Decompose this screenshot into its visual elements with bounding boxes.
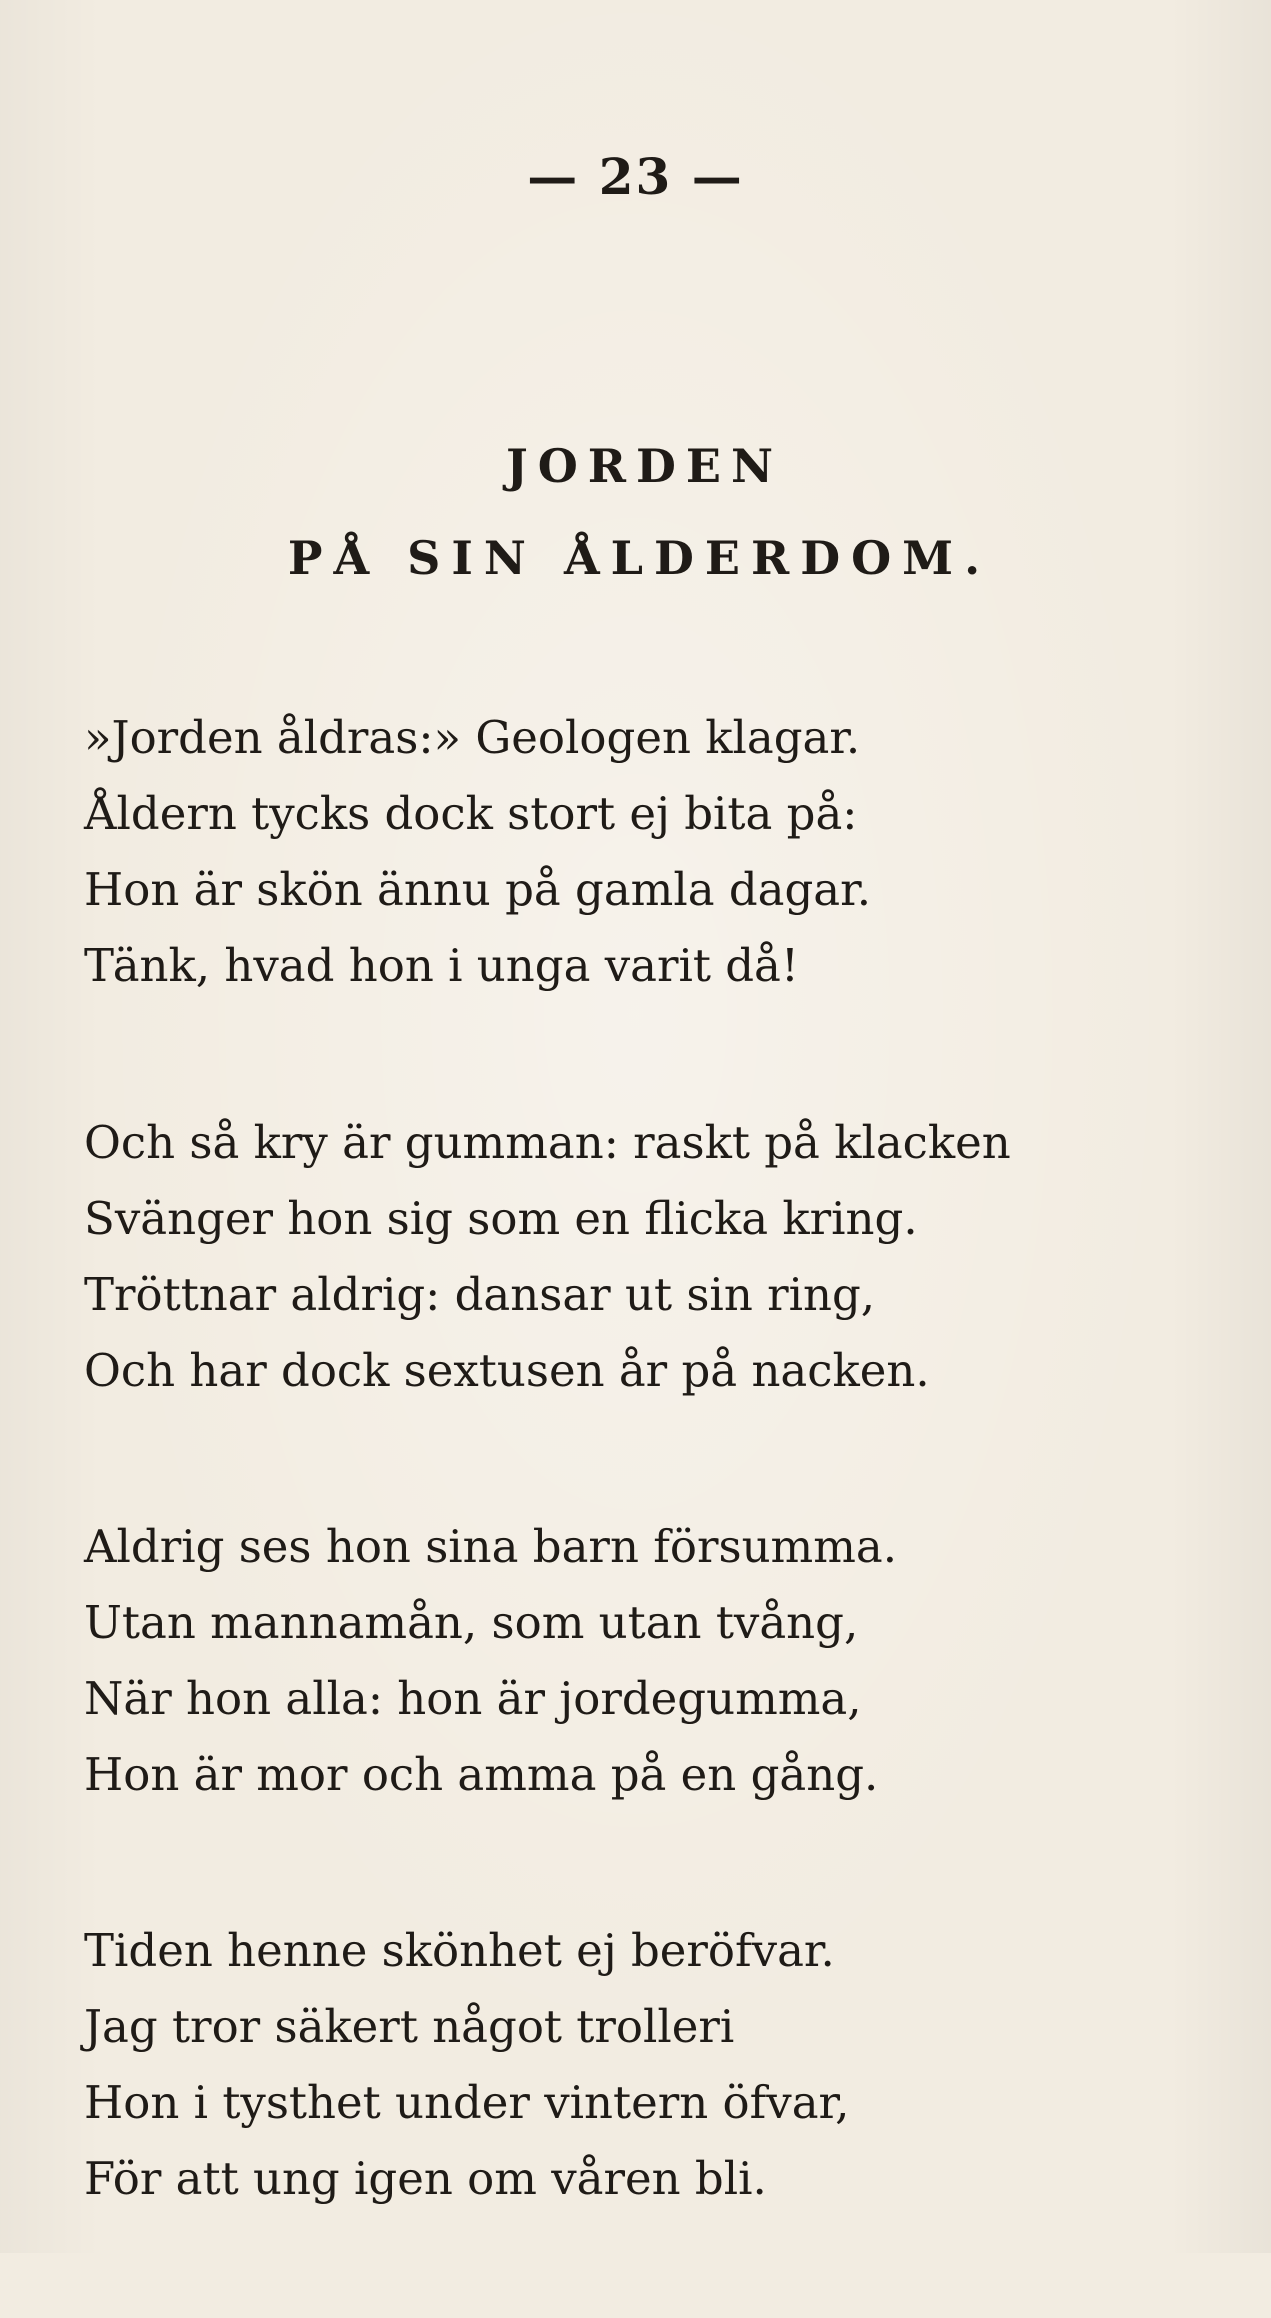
verse-line: För att ung igen om våren bli. xyxy=(84,2152,767,2205)
verse-line: »Jorden åldras:» Geologen klagar. xyxy=(84,711,861,764)
verse-line: Aldrig ses hon sina barn försumma. xyxy=(84,1520,898,1573)
verse-line: Tröttnar aldrig: dansar ut sin ring, xyxy=(84,1268,876,1321)
poem-body xyxy=(84,700,1204,2318)
verse-line: Hon i tysthet under vintern öfvar, xyxy=(84,2076,850,2129)
verse-line: Utan mannamån, som utan tvång, xyxy=(84,1596,859,1649)
verse-line: När hon alla: hon är jordegumma, xyxy=(84,1672,862,1725)
stanza-2 xyxy=(84,1105,1204,1409)
poem-title: JORDEN xyxy=(505,439,784,493)
verse-line: Jag tror säkert något trolleri xyxy=(84,2000,735,2053)
verse-line: Hon är skön ännu på gamla dagar. xyxy=(84,863,871,916)
poem-subtitle: PÅ SIN ÅLDERDOM. xyxy=(287,531,992,585)
verse-line: Tänk, hvad hon i unga varit då! xyxy=(84,939,799,992)
stanza-1 xyxy=(84,700,1204,1004)
verse-line: Svänger hon sig som en flicka kring. xyxy=(84,1192,918,1245)
verse-line: Och så kry är gumman: raskt på klacken xyxy=(84,1116,1011,1169)
page-number: — 23 — xyxy=(527,147,744,206)
verse-line: Åldern tycks dock stort ej bita på: xyxy=(84,787,858,840)
verse-line: Och har dock sextusen år på nacken. xyxy=(84,1344,930,1397)
stanza-4 xyxy=(84,1913,1204,2217)
verse-line: Hon är mor och amma på en gång. xyxy=(84,1748,879,1801)
stanza-3 xyxy=(84,1509,1204,1813)
verse-line: Tiden henne skönhet ej beröfvar. xyxy=(84,1924,835,1977)
